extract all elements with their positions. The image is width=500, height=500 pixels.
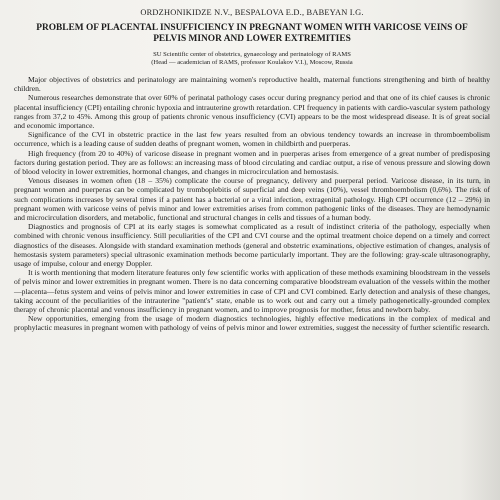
paragraph-4: High frequency (from 20 to 40%) of varicose disease in pregnant women and in puerperas arises from emergence of a great number of predisposing factors during gestation period. They are as follows: an increasing mass of blood circulating and cardiac output, a rise of venous pressure and slowing down of blood velocity in lower extremities, hormonal changes, and changes in microcirculation and hemostasis. [14,148,490,177]
article-affiliation [14,51,490,67]
paragraph-8: New opportunities, emerging from the usage of modern diagnostics technologies, highly effective medications in the complex of medical and prophylactic measures in pregnant women with pathology of veins of pelvis minor and lower extremities, suggest the necessity of further scientific research. [14,314,490,333]
paragraph-5: Venous diseases in women often (18 – 35%) complicate the course of pregnancy, delivery and puerperal period. Varicose disease, in its turn, in pregnant women and puerperas can be complicated by tromboplebitis of superficial and deep veins (10%), vessel thromboembolism (0,6%). The risk of such complications increases by several times if a patient has a bacterial or a viral infection, extragenital pathology. High CPI occurrence (12 – 29%) in pregnant women with varicose veins of pelvis minor and lower extremities arises from common pathogenic links of the diseases. They are hemodynamic and microcirculation disorders, and metabolic, functional and structural changes in cells and tissues of a human body. [14,176,490,223]
paragraph-1: Major objectives of obstetrics and perinatology are maintaining women's reproductive health, maternal functions strengthening and birth of healthy children. [14,75,490,94]
affiliation-line-2: (Head — academician of RAMS, professor Koulakov V.I.), Moscow, Russia [151,59,353,66]
paragraph-2: Numerous researches demonstrate that over 60% of perinatal pathology cases occur during pregnancy period and that one of its chief causes is chronic placental insufficiency (CPI) entailing chronic hypoxia and intrauterine growth retardation. CPI frequency in patients with cardio-vascular system pathology ranges from 37,2 to 45%. Among this group of patients chronic venous insufficiency (CVI) appears to be the most widespread disease. It is of great social and economic importance. [14,93,490,131]
paragraph-7: It is worth mentioning that modern literature features only few scientific works with application of these methods examining bloodstream in the vessels of pelvis minor and lower extremities in pregnant women. There is no data concerning comparative bloodstream evaluation of the vessels within the mother—placenta—fetus system and veins of pelvis minor and lower extremities in case of CPI and CVI combined. Early detection and analysis of these changes, taking account of the peculiarities of the intrauterine "patient's" state, enable us to work out and carry out a timely pathogenetically-grounded complex therapy of chronic placental and venous insufficiency in pregnant women, and to improve prognosis for mother, fetus and newborn baby. [14,268,490,315]
affiliation-line-1: SU Scientific center of obstetrics, gynaecology and perinatology of RAMS [153,51,351,58]
article-authors: ORDZHONIKIDZE N.V., BESPALOVA E.D., BABEYAN I.G. [140,8,364,17]
paragraph-3: Significance of the CVI in obstetric practice in the last few years resulted from an obvious tendency towards an increase in thromboembolism occurrence, which is a leading cause of sudden deaths of pregnant women, women in childbirth and puerperas. [14,130,490,149]
paragraph-6: Diagnostics and prognosis of CPI at its early stages is somewhat complicated as a result of indistinct criteria of the pathology, especially when combined with chronic venous insufficiency. Still peculiarities of the CPI and CVI course and the optimal treatment choice depend on a timely and correct diagnostics of the diseases. Alongside with standard examination methods (general and obstetric examinations, objective estimation of changes, analysis of hemostasis system parameters) special ultrasonic examination methods become particularly important. They are the following: gray-scale ultrasonography, usage of impulse, colour and energy Doppler. [14,222,490,269]
article-title: PROBLEM OF PLACENTAL INSUFFICIENCY IN PREGNANT WOMEN WITH VARICOSE VEINS OF PELVIS MINOR AND LOWER EXTREMITIES [36,23,468,44]
